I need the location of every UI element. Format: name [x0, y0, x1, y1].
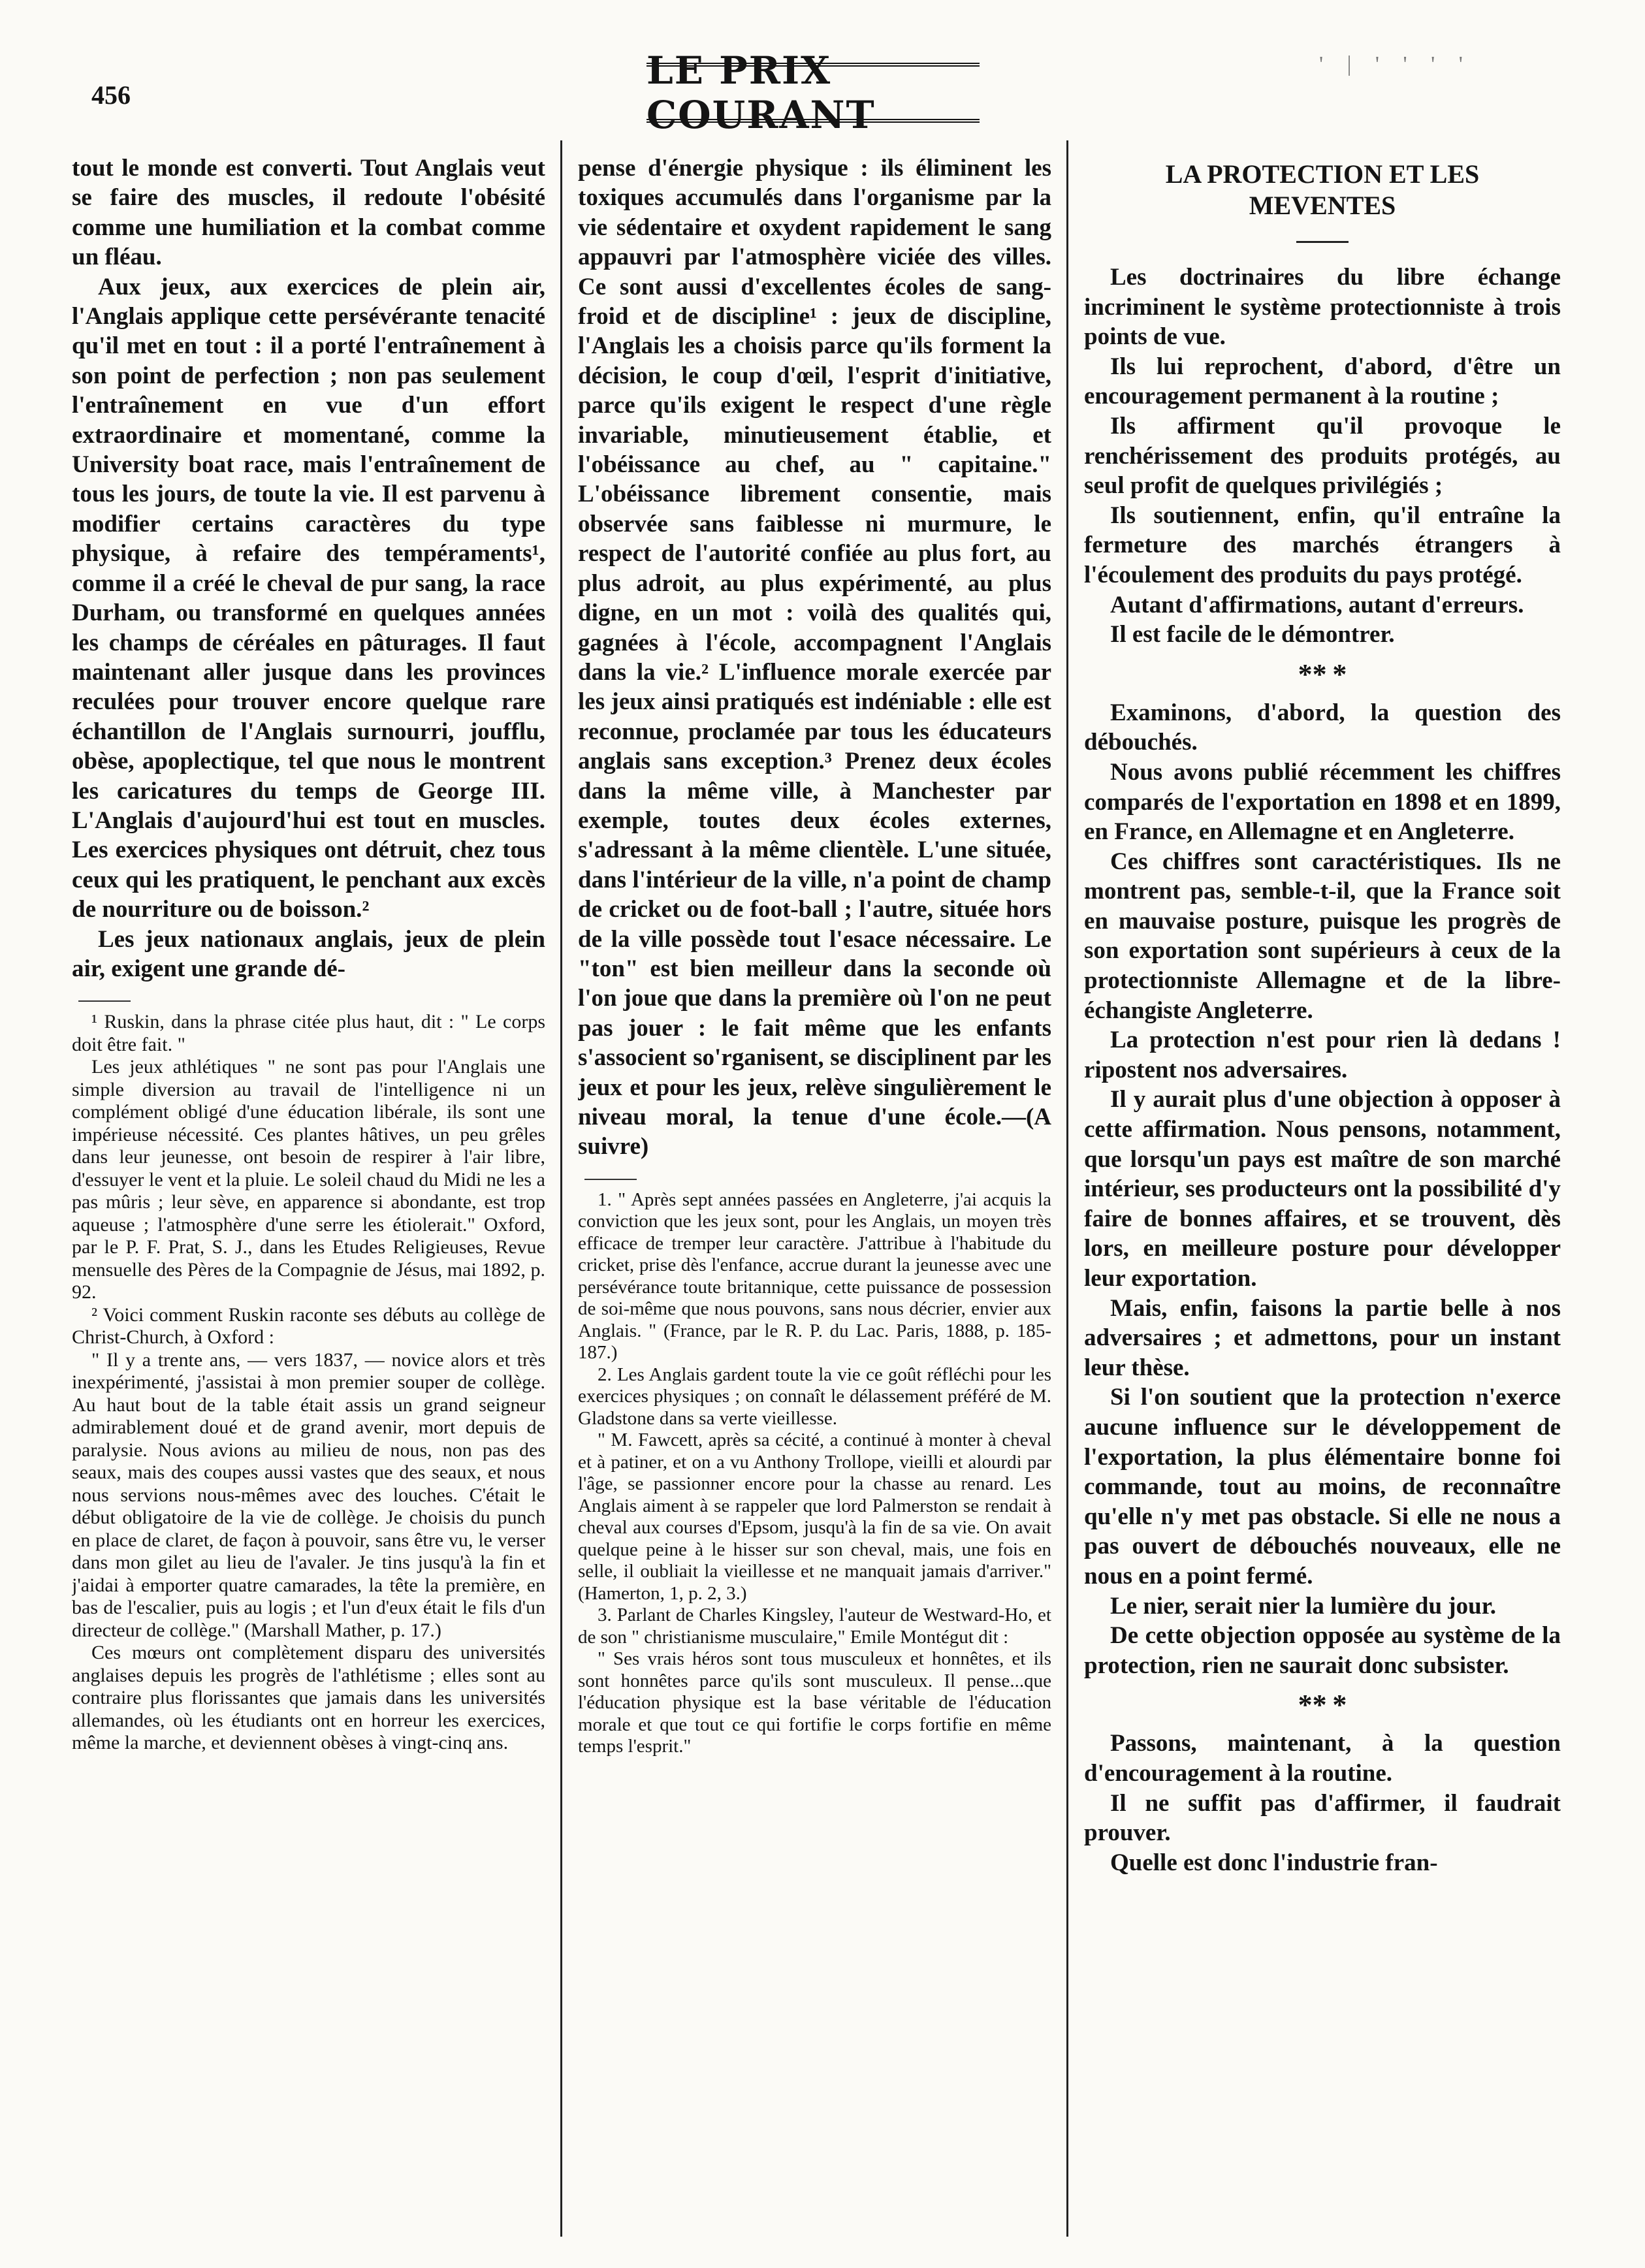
paragraph: Aux jeux, aux exercices de plein air, l'Anglais applique cette persévérante tenacité qu'il met en tout : il a porté l'entraînement à son point de perfection ; non pas seulement l'entraînement en vue d'un effort extraordinaire et momentané, comme la University boat race, mais l'entraînement de tous les jours, de toute la vie. Il est parvenu à modifier certains caractères du type physique, à refaire des tempéraments¹, comme il a créé le cheval de pur sang, la race Durham, ou transformé en quelques années les champs de céréales en pâturages. Il faut maintenant aller jusque dans les provinces reculées pour trouver encore quelque rare échantillon de l'Anglais surnourri, joufflu, obèse, apoplectique, tel que nous le montrent les caricatures du temps de George III. L'Anglais d'aujourd'hui est tout en muscles. Les exercices physiques ont détruit, chez tous ceux qui les pratiquent, le penchant aux excès de nourriture ou de boisson.²: [72, 273, 545, 923]
footnote: 2. Les Anglais gardent toute la vie ce goût réfléchi pour les exercices physiques ; on connaît le délassement préféré de M. Gladstone dans sa verte vieillesse.: [578, 1364, 1051, 1429]
article-headline: [1084, 159, 1561, 221]
paragraph: Passons, maintenant, à la question d'encouragement à la routine.: [1084, 1730, 1561, 1787]
column-rule: [1066, 140, 1068, 2237]
paragraph: Quelle est donc l'industrie fran-: [1110, 1849, 1438, 1876]
footnote-rule: [78, 1000, 131, 1002]
footnote-rule: [584, 1179, 637, 1180]
column-left: [72, 153, 545, 1755]
paragraph: De cette objection opposée au système de la protection, rien ne saurait donc subsister.: [1084, 1622, 1561, 1679]
headline-line: MEVENTES: [1249, 191, 1396, 220]
column-rule: [560, 140, 562, 2237]
paragraph: Ils soutiennent, enfin, qu'il entraîne la fermeture des marchés étrangers à l'écoulement des produits du pays protégé.: [1084, 502, 1561, 588]
footnote: ¹ Ruskin, dans la phrase citée plus haut, dit : " Le corps doit être fait. ": [72, 1011, 545, 1055]
paragraph: Nous avons publié récemment les chiffres comparés de l'exportation en 1898 et en 1899, en France, en Allemagne et en Angleterre.: [1084, 758, 1561, 846]
paragraph: tout le monde est converti. Tout Anglais veut se faire des muscles, il redoute l'obésité comme une humiliation et la combat comme un fléau.: [72, 155, 545, 271]
footnote: ² Voici comment Ruskin raconte ses débuts au collège de Christ-Church, à Oxford :: [72, 1303, 545, 1349]
paragraph: Autant d'affirmations, autant d'erreurs.: [1110, 591, 1524, 618]
column-right: [1084, 153, 1561, 1877]
paragraph: Ils affirment qu'il provoque le renchérissement des produits protégés, au seul profit de quelques privilégiés ;: [1084, 412, 1561, 500]
footnote: Les jeux athlétiques " ne sont pas pour l'Anglais une simple diversion au travail de l'intelligence ni un complément obligé d'une éducation libérale, ils sont une impérieuse nécessité. Ces plantes hâtives, un peu grêles dans leur jeunesse, ont besoin de respirer à l'air libre, d'essuyer le vent et la pluie. Le soleil chaud du Midi ne les a pas mûris ; leur sève, en apparence si abondante, est trop aqueuse ; l'atmosphère d'une serre les étiolerait." Oxford, par le P. F. Prat, S. J., dans les Etudes Religieuses, Revue mensuelle des Pères de la Compagnie de Jésus, mai 1892, p. 92.: [72, 1056, 545, 1303]
paragraph: La protection n'est pour rien là dedans ! ripostent nos adversaires.: [1084, 1027, 1561, 1083]
footnote: Ces mœurs ont complètement disparu des universités anglaises depuis les progrès de l'athlétisme ; elles sont au contraire plus florissantes que jamais dans les universités allemandes, où les étudiants ont en horreur les exercices, même la marche, et deviennent obèses à vingt-cinq ans.: [72, 1642, 545, 1754]
paragraph: Ils lui reprochent, d'abord, d'être un encouragement permanent à la routine ;: [1084, 353, 1561, 410]
section-break: ** *: [1298, 1689, 1347, 1721]
masthead: LE PRIX COURANT: [647, 63, 980, 123]
footnote: " Ses vrais héros sont tous musculeux et honnêtes, et ils sont honnêtes parce qu'ils sont musculeux. Il pense...que l'éducation physique est la base véritable de l'éducation morale et que tout ce qui fortifie le corps fortifie en même temps l'esprit.": [578, 1648, 1051, 1757]
paragraph: Mais, enfin, faisons la partie belle à nos adversaires ; et admettons, pour un instant leur thèse.: [1084, 1294, 1561, 1381]
headline-line: LA PROTECTION ET LES: [1165, 159, 1480, 189]
page-number: 456: [91, 80, 131, 110]
paragraph: Les jeux nationaux anglais, jeux de plein air, exigent une grande dé-: [72, 925, 545, 982]
headline-rule: [1296, 241, 1349, 243]
paragraph: pense d'énergie physique : ils éliminent les toxiques accumulés dans l'organisme par la vie sédentaire et oxydent rapidement le sang appauvri par l'atmosphère viciée des villes. Ce sont aussi d'excellentes écoles de sang-froid et de discipline¹ : jeux de discipline, l'Anglais les a choisis parce qu'ils forment la décision, le coup d'œil, l'esprit d'initiative, parce qu'ils exigent le respect d'une règle invariable, minutieusement établie, et l'obéissance au chef, au " capitaine." L'obéissance librement consentie, mais observée sans faiblesse ni murmure, le respect de l'autorité confiée au plus fort, au plus adroit, au plus expérimenté, au plus digne, en un mot : voilà des qualités qui, gagnées à l'école, accompagnent l'Anglais dans la vie.² L'influence morale exercée par les jeux ainsi pratiqués est indéniable : elle est reconnue, proclamée par tous les éducateurs anglais sans exception.³ Prenez deux écoles dans la même ville, à Manchester par exemple, toutes deux écoles externes, s'adressant à la même clientèle. L'une située, dans l'intérieur de la ville, n'a point de champ de cricket ou de foot-ball ; l'autre, située hors de la ville possède tout l'esace nécessaire. Le "ton" est bien meilleur dans la seconde où l'on joue que dans la première où l'on ne peut pas jouer : le fait même que les enfants s'associent so'rganisent, se disciplinent par les jeux et pour les jeux, relève singulièrement le niveau moral, la tenue d'une école.—(A suivre): [578, 155, 1051, 1160]
paragraph: Le nier, serait nier la lumière du jour.: [1110, 1592, 1496, 1620]
paragraph: Ces chiffres sont caractéristiques. Ils ne montrent pas, semble-t-il, que la France soit en mauvaise posture, puisque les progrès de son exportation sont supérieurs à ceux de la protectionniste Allemagne et de la libre-échangiste Angleterre.: [1084, 848, 1561, 1024]
footnote: " M. Fawcett, après sa cécité, a continué à monter à cheval et à patiner, et on a vu Anthony Trollope, vieilli et alourdi par l'âge, se passionner encore pour la chasse au renard. Les Anglais aiment à se rappeler que lord Palmerston se rendait à cheval aux courses d'Epsom, jusqu'à la fin de sa vie. On avait quelque peine à le hisser sur son cheval, mais, une fois en selle, il oubliait la vieillesse et ne manquait jamais d'arriver." (Hamerton, 1, p. 2, 3.): [578, 1429, 1051, 1604]
footnote: 3. Parlant de Charles Kingsley, l'auteur de Westward-Ho, et de son " christianisme musculaire," Emile Montégut dit :: [578, 1605, 1051, 1648]
scan-artifact: ' | ' ' ' ': [1319, 52, 1472, 76]
footnote: " Il y a trente ans, — vers 1837, — novice alors et très inexpérimenté, j'assistai à mon premier souper de collège. Au haut bout de la table était assis un grand seigneur admirablement doué et de grand avenir, mort depuis de paralysie. Nous avions au milieu de nous, non pas des seaux, mais des coupes aussi vastes que des seaux, et nous nous servions nous-mêmes avec des louches. C'était le début obligatoire de la vie de collège. Je choisis du punch en place de claret, de façon à pouvoir, sans être vu, le verser dans mon gilet au lieu de l'avaler. Je tins jusqu'à la fin et j'aidai à emporter quatre camarades, la tête la première, en bas de l'escalier, puis au logis ; et l'un d'eux était le fils d'un directeur de collège." (Marshall Mather, p. 17.): [72, 1349, 545, 1641]
paragraph: Il est facile de le démontrer.: [1110, 621, 1395, 648]
footnote: 1. " Après sept années passées en Angleterre, j'ai acquis la conviction que les jeux sont, pour les Anglais, un moyen très efficace de tremper leur caractère. J'attribue à l'habitude du cricket, prise dès l'enfance, accrue durant la jeunesse avec une persévérance toute britannique, cette puissance de possession de soi-même que nous pouvons, sans nous décrier, envier aux Anglais. " (France, par le R. P. du Lac. Paris, 1888, p. 185-187.): [578, 1189, 1051, 1364]
paragraph: Si l'on soutient que la protection n'exerce aucune influence sur le développement de l'exportation, la plus élémentaire bonne foi commande, tout au moins, de reconnaître qu'elle n'y met pas obstacle. Si elle ne nous a pas ouvert de débouchés nouveaux, elle ne nous en a point fermé.: [1084, 1384, 1561, 1589]
column-middle: [578, 153, 1051, 1758]
paragraph: Il ne suffit pas d'affirmer, il faudrait prouver.: [1084, 1789, 1561, 1847]
paragraph: Il y aurait plus d'une objection à opposer à cette affirmation. Nous pensons, notamment, que lorsqu'un pays est maître de son marché intérieur, ses producteurs ont la possibilité d'y faire de bonnes affaires, et se trouvent, dès lors, en meilleure posture pour développer leur exportation.: [1084, 1086, 1561, 1292]
paragraph: Les doctrinaires du libre échange incriminent le système protectionniste à trois points de vue.: [1084, 264, 1561, 351]
section-break: ** *: [1298, 658, 1347, 690]
paragraph: Examinons, d'abord, la question des débouchés.: [1084, 699, 1561, 756]
